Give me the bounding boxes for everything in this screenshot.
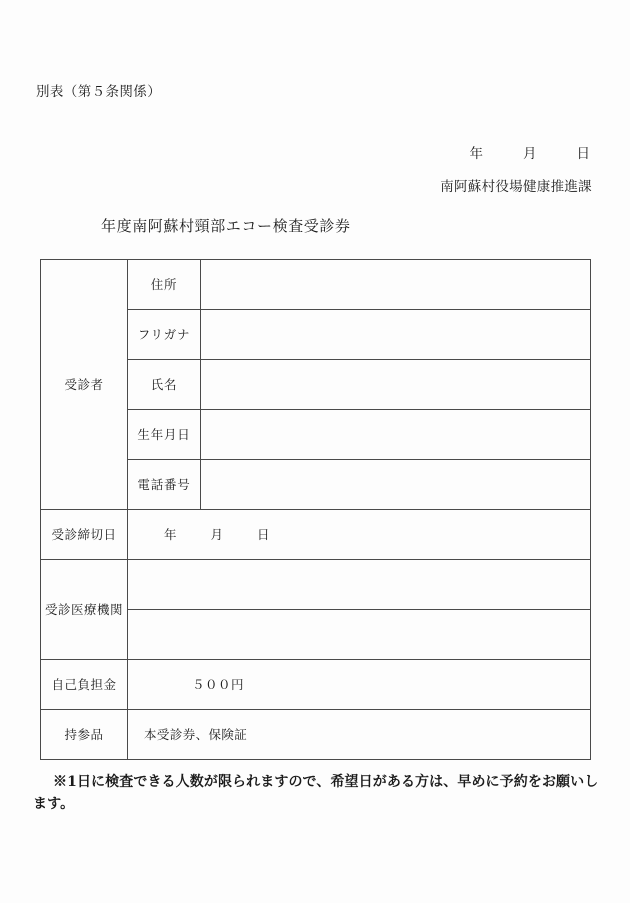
field-value-bring-items-cell	[128, 710, 591, 760]
table-row	[41, 260, 591, 310]
row-label-recipient: 受診者	[41, 260, 128, 510]
issue-date-line	[470, 142, 591, 162]
field-label-name: 氏名	[128, 360, 201, 410]
table-row	[41, 510, 591, 560]
row-label-self-payment: 自己負担金	[41, 660, 128, 710]
row-label-bring-items: 持参品	[41, 710, 128, 760]
table-row	[41, 710, 591, 760]
field-label-birthdate: 生年月日	[128, 410, 201, 460]
issuing-office: 南阿蘇村役場健康推進課	[440, 179, 592, 195]
field-input-deadline[interactable]	[128, 510, 591, 560]
field-value-self-payment: ５００円	[192, 676, 245, 692]
footer-note: ※1日に検査できる人数が限られますので、希望日がある方は、早めに予約をお願いします。	[33, 774, 599, 812]
voucher-form-table	[40, 259, 591, 760]
deadline-day: 日	[257, 526, 270, 542]
row-label-medical-institution: 受診医療機関	[41, 560, 128, 660]
table-row	[41, 560, 591, 610]
row-label-deadline: 受診締切日	[41, 510, 128, 560]
deadline-month: 月	[210, 526, 224, 542]
page-title: 年度南阿蘇村頸部エコー検査受診券	[101, 217, 351, 235]
document-reference: 別表（第５条関係）	[36, 84, 162, 100]
field-input-address[interactable]	[201, 260, 591, 310]
issue-date-year: 年	[469, 146, 483, 162]
field-input-furigana[interactable]	[201, 310, 591, 360]
field-value-self-payment-cell	[128, 660, 591, 710]
table-row	[41, 660, 591, 710]
field-input-medical-institution-line2[interactable]	[128, 610, 591, 660]
field-label-furigana: フリガナ	[128, 310, 201, 360]
issue-date-month: 月	[523, 146, 537, 162]
field-value-bring-items: 本受診券、保険証	[144, 726, 248, 742]
field-label-phone: 電話番号	[128, 460, 201, 510]
field-input-name[interactable]	[201, 360, 591, 410]
field-input-phone[interactable]	[201, 460, 591, 510]
deadline-year: 年	[164, 526, 177, 542]
field-label-address: 住所	[128, 260, 201, 310]
field-input-birthdate[interactable]	[201, 410, 591, 460]
issue-date-day: 日	[576, 146, 590, 162]
field-input-medical-institution-line1[interactable]	[128, 560, 591, 610]
